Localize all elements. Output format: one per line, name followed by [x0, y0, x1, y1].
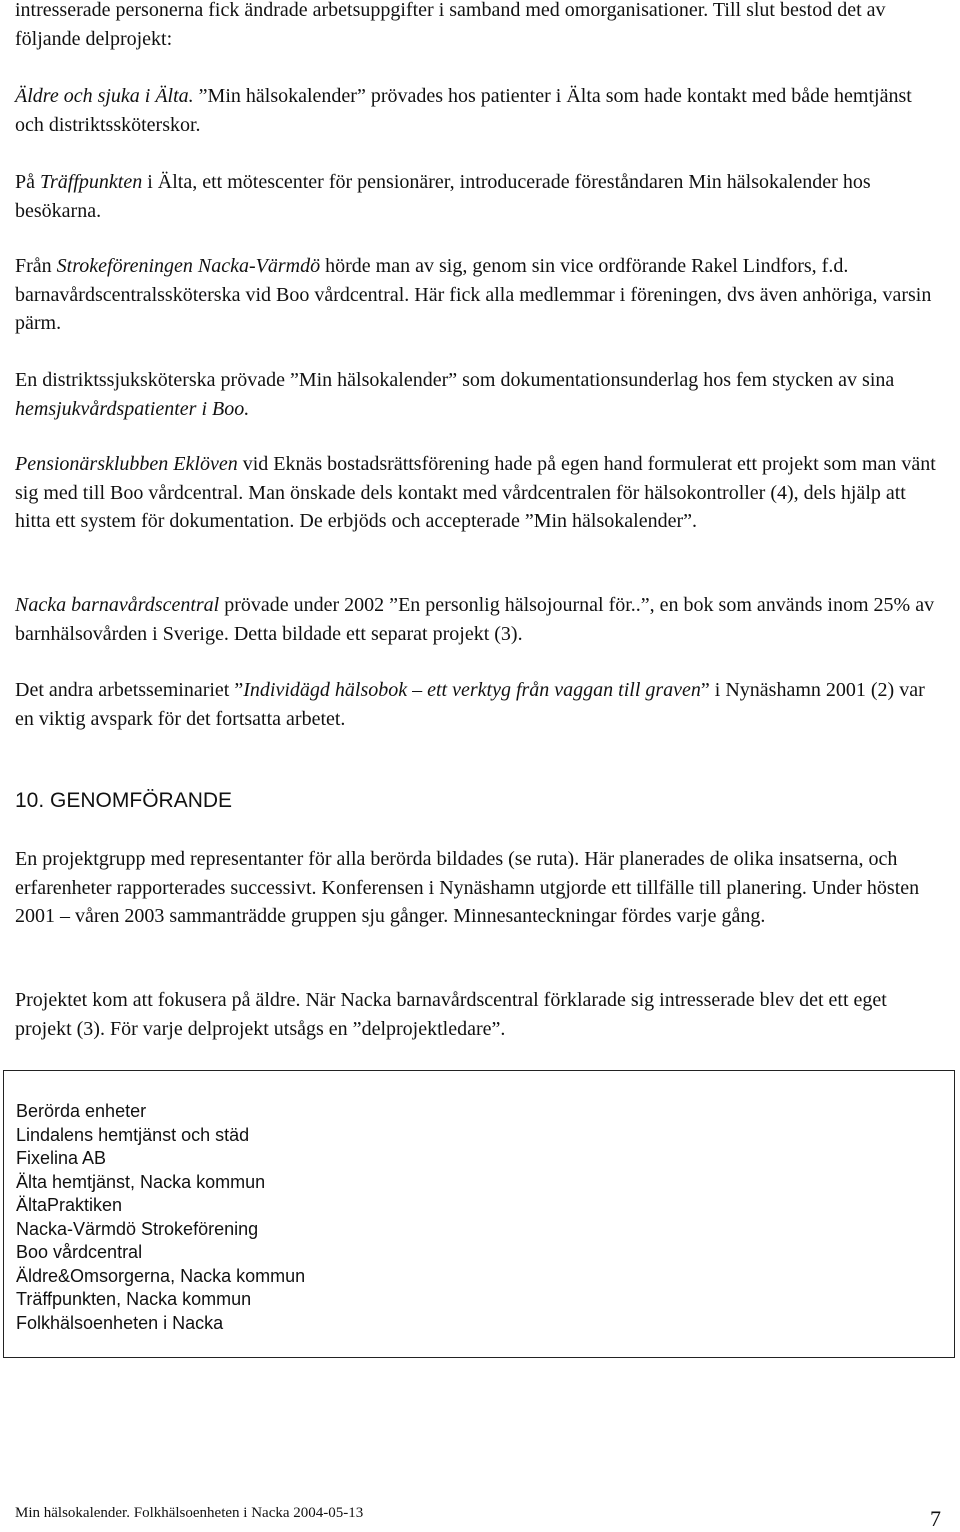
page-number: 7 [930, 1506, 941, 1531]
italic-text: hemsjukvårdspatienter i Boo. [15, 397, 250, 420]
paragraph [15, 676, 945, 733]
italic-text: Nacka barnavårdscentral [15, 594, 220, 616]
italic-text: Träffpunkten [40, 171, 143, 193]
text-run: prövade under 2002 ”En personlig hälsojournal för..”, en bok som används inom 25% av barnhälsovården i Sverige. Detta bildade ett separat projekt (3). [15, 594, 935, 645]
box-item: Boo vårdcentral [16, 1242, 143, 1262]
paragraph [15, 252, 945, 338]
footer-text: Min hälsokalender. Folkhälsoenheten i Nacka 2004-05-13 [15, 1505, 364, 1521]
text-run: Det andra arbetsseminariet ” [15, 679, 244, 701]
box-item: Folkhälsoenheten i Nacka [16, 1312, 224, 1333]
box-item: Älta hemtjänst, Nacka kommun [16, 1171, 266, 1192]
box-item: Äldre&Omsorgerna, Nacka kommun [16, 1265, 306, 1286]
paragraph [15, 450, 945, 536]
box-item: Lindalens hemtjänst och städ [16, 1124, 250, 1145]
paragraph [15, 366, 945, 423]
text-run: intresserade personerna fick ändrade arbetsuppgifter i samband med omorganisationer. Till slut bestod det av följande delprojekt: [15, 0, 886, 50]
text-run: i Älta, ett mötescenter för pensionärer, introducerade föreståndaren Min hälsokalender hos besökarna. [15, 171, 871, 222]
italic-text: Äldre och sjuka i Älta. [15, 85, 194, 107]
paragraph [15, 0, 945, 53]
paragraph [15, 986, 945, 1043]
box-item: Nacka-Värmdö Strokeförening [16, 1218, 259, 1239]
italic-text: Pensionärsklubben Eklöven [15, 453, 238, 475]
affected-units-box [3, 1070, 955, 1358]
text-run: hörde man av sig, genom sin vice ordförande Rakel Lindfors, f.d. barnavårdscentralssköterska vid Boo vårdcentral. Här fick alla medlemmar i föreningen, dvs även anhöriga, varsin pärm. [15, 255, 932, 334]
text-run: Projektet kom att fokusera på äldre. När Nacka barnavårdscentral förklarade sig intresserade blev det ett eget projekt (3). För varje delprojekt utsågs en ”delprojektledare”. [15, 989, 887, 1040]
text-run: vid Eknäs bostadsrättsförening hade på egen hand formulerat ett projekt som man vänt sig med till Boo vårdcentral. Man önskade dels kontakt med vårdcentralen för hälsokontroller (4), dels hjälp att hitta ett system för dokumentation. De erbjöds och accepterade ”Min hälsokalender”. [15, 453, 936, 532]
text-run: En distriktssjuksköterska prövade ”Min hälsokalender” som dokumentationsunderlag hos fem stycken av sina [15, 369, 895, 391]
paragraph [15, 845, 945, 931]
section-heading: 10. GENOMFÖRANDE [15, 789, 233, 812]
box-item: Träffpunkten, Nacka kommun [16, 1289, 252, 1309]
text-run: ”Min hälsokalender” prövades hos patienter i Älta som hade kontakt med både hemtjänst och distriktssköterskor. [15, 85, 912, 136]
paragraph [15, 591, 945, 648]
italic-text: Individägd hälsobok – ett verktyg från vaggan till graven [243, 679, 701, 701]
box-title: Berörda enheter [16, 1101, 147, 1121]
box-item: Fixelina AB [16, 1148, 107, 1168]
text-run: Från [15, 255, 57, 277]
text-run: ” i Nynäshamn 2001 (2) var en viktig avspark för det fortsatta arbetet. [15, 679, 925, 730]
italic-text: Strokeföreningen Nacka-Värmdö [56, 255, 321, 277]
paragraph [15, 168, 945, 225]
text-run: En projektgrupp med representanter för alla berörda bildades (se ruta). Här planerades de olika insatserna, och erfarenheter rapporterades successivt. Konferensen i Nynäshamn utgjorde ett tillfälle till planering. Under hösten 2001 – våren 2003 sammanträdde gruppen sju gånger. Minnesanteckningar fördes varje gång. [15, 848, 920, 927]
box-item: ÄltaPraktiken [16, 1195, 123, 1215]
text-run: På [15, 171, 40, 193]
paragraph [15, 82, 945, 139]
